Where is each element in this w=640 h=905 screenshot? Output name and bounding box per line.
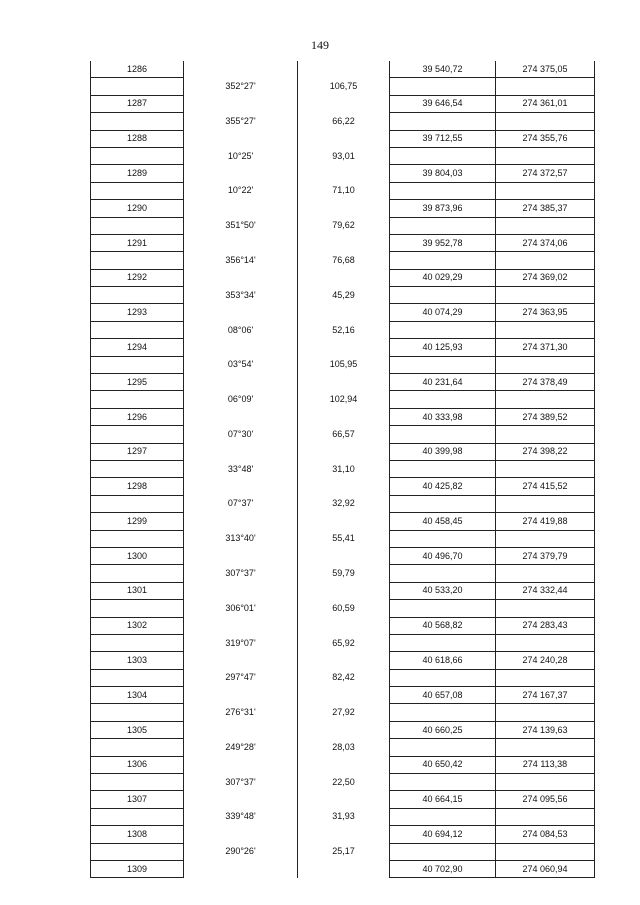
distance-cell: 25,17 <box>298 843 390 860</box>
direction-angle-cell <box>184 408 298 425</box>
x-coordinate-cell <box>390 669 496 686</box>
point-number-cell <box>91 147 184 164</box>
segment-row <box>91 530 595 547</box>
x-coordinate-cell: 40 333,98 <box>390 408 496 425</box>
y-coordinate-cell: 274 375,05 <box>496 61 595 78</box>
point-number-cell: 1304 <box>91 687 184 704</box>
distance-cell: 82,42 <box>298 669 390 686</box>
segment-row <box>91 739 595 756</box>
x-coordinate-cell: 39 873,96 <box>390 200 496 217</box>
y-coordinate-cell <box>496 217 595 234</box>
segment-row <box>91 774 595 791</box>
x-coordinate-cell: 40 425,82 <box>390 478 496 495</box>
point-number-cell: 1294 <box>91 339 184 356</box>
point-number-cell: 1299 <box>91 513 184 530</box>
direction-angle-cell <box>184 721 298 738</box>
coordinates-table-body <box>91 61 595 878</box>
direction-angle-cell <box>184 617 298 634</box>
point-number-cell: 1290 <box>91 200 184 217</box>
y-coordinate-cell <box>496 252 595 269</box>
point-number-cell <box>91 669 184 686</box>
distance-cell <box>298 791 390 808</box>
x-coordinate-cell: 40 125,93 <box>390 339 496 356</box>
x-coordinate-cell: 40 458,45 <box>390 513 496 530</box>
distance-cell <box>298 513 390 530</box>
direction-angle-cell: 307°37' <box>184 774 298 791</box>
x-coordinate-cell: 40 660,25 <box>390 721 496 738</box>
x-coordinate-cell <box>390 287 496 304</box>
y-coordinate-cell: 274 060,94 <box>496 860 595 877</box>
point-row <box>91 374 595 391</box>
y-coordinate-cell <box>496 669 595 686</box>
direction-angle-cell: 351°50' <box>184 217 298 234</box>
x-coordinate-cell: 40 399,98 <box>390 443 496 460</box>
point-row <box>91 756 595 773</box>
coordinates-table <box>90 61 595 878</box>
x-coordinate-cell: 40 650,42 <box>390 756 496 773</box>
direction-angle-cell: 10°22' <box>184 182 298 199</box>
distance-cell <box>298 130 390 147</box>
distance-cell <box>298 304 390 321</box>
point-number-cell: 1308 <box>91 826 184 843</box>
direction-angle-cell <box>184 269 298 286</box>
distance-cell <box>298 443 390 460</box>
x-coordinate-cell <box>390 704 496 721</box>
direction-angle-cell: 353°34' <box>184 287 298 304</box>
point-row <box>91 478 595 495</box>
y-coordinate-cell <box>496 182 595 199</box>
direction-angle-cell <box>184 687 298 704</box>
point-number-cell: 1300 <box>91 547 184 564</box>
point-number-cell: 1291 <box>91 234 184 251</box>
y-coordinate-cell <box>496 704 595 721</box>
x-coordinate-cell <box>390 182 496 199</box>
y-coordinate-cell <box>496 565 595 582</box>
x-coordinate-cell <box>390 252 496 269</box>
direction-angle-cell: 07°37' <box>184 495 298 512</box>
distance-cell: 60,59 <box>298 600 390 617</box>
point-row <box>91 617 595 634</box>
x-coordinate-cell: 40 496,70 <box>390 547 496 564</box>
point-row <box>91 826 595 843</box>
direction-angle-cell: 313°40' <box>184 530 298 547</box>
y-coordinate-cell: 274 113,38 <box>496 756 595 773</box>
direction-angle-cell: 08°06' <box>184 321 298 338</box>
y-coordinate-cell: 274 283,43 <box>496 617 595 634</box>
distance-cell <box>298 687 390 704</box>
point-row <box>91 687 595 704</box>
distance-cell: 93,01 <box>298 147 390 164</box>
y-coordinate-cell: 274 139,63 <box>496 721 595 738</box>
distance-cell <box>298 826 390 843</box>
y-coordinate-cell <box>496 808 595 825</box>
segment-row <box>91 147 595 164</box>
y-coordinate-cell <box>496 391 595 408</box>
point-number-cell: 1303 <box>91 652 184 669</box>
y-coordinate-cell: 274 167,37 <box>496 687 595 704</box>
x-coordinate-cell <box>390 78 496 95</box>
point-number-cell: 1297 <box>91 443 184 460</box>
point-row <box>91 95 595 112</box>
direction-angle-cell: 07°30' <box>184 426 298 443</box>
x-coordinate-cell: 40 231,64 <box>390 374 496 391</box>
x-coordinate-cell <box>390 808 496 825</box>
x-coordinate-cell: 40 618,66 <box>390 652 496 669</box>
direction-angle-cell <box>184 582 298 599</box>
segment-row <box>91 78 595 95</box>
distance-cell: 59,79 <box>298 565 390 582</box>
direction-angle-cell <box>184 130 298 147</box>
distance-cell <box>298 165 390 182</box>
point-row <box>91 721 595 738</box>
direction-angle-cell: 10°25' <box>184 147 298 164</box>
direction-angle-cell: 33°48' <box>184 460 298 477</box>
point-number-cell: 1306 <box>91 756 184 773</box>
point-number-cell: 1288 <box>91 130 184 147</box>
y-coordinate-cell: 274 419,88 <box>496 513 595 530</box>
distance-cell <box>298 652 390 669</box>
y-coordinate-cell <box>496 321 595 338</box>
distance-cell: 102,94 <box>298 391 390 408</box>
point-number-cell <box>91 600 184 617</box>
y-coordinate-cell <box>496 843 595 860</box>
x-coordinate-cell: 40 074,29 <box>390 304 496 321</box>
distance-cell <box>298 547 390 564</box>
direction-angle-cell: 307°37' <box>184 565 298 582</box>
point-number-cell: 1298 <box>91 478 184 495</box>
direction-angle-cell: 03°54' <box>184 356 298 373</box>
y-coordinate-cell: 274 240,28 <box>496 652 595 669</box>
segment-row <box>91 808 595 825</box>
x-coordinate-cell: 39 952,78 <box>390 234 496 251</box>
x-coordinate-cell: 40 694,12 <box>390 826 496 843</box>
y-coordinate-cell: 274 361,01 <box>496 95 595 112</box>
direction-angle-cell <box>184 165 298 182</box>
point-row <box>91 652 595 669</box>
y-coordinate-cell: 274 372,57 <box>496 165 595 182</box>
segment-row <box>91 495 595 512</box>
point-row <box>91 860 595 877</box>
x-coordinate-cell: 39 712,55 <box>390 130 496 147</box>
y-coordinate-cell: 274 385,37 <box>496 200 595 217</box>
distance-cell <box>298 860 390 877</box>
y-coordinate-cell <box>496 634 595 651</box>
direction-angle-cell <box>184 478 298 495</box>
y-coordinate-cell <box>496 495 595 512</box>
point-number-cell <box>91 426 184 443</box>
y-coordinate-cell <box>496 530 595 547</box>
distance-cell: 32,92 <box>298 495 390 512</box>
distance-cell <box>298 339 390 356</box>
distance-cell <box>298 756 390 773</box>
distance-cell: 106,75 <box>298 78 390 95</box>
point-number-cell <box>91 78 184 95</box>
y-coordinate-cell <box>496 113 595 130</box>
direction-angle-cell: 339°48' <box>184 808 298 825</box>
y-coordinate-cell: 274 355,76 <box>496 130 595 147</box>
point-number-cell <box>91 391 184 408</box>
x-coordinate-cell: 39 540,72 <box>390 61 496 78</box>
direction-angle-cell <box>184 374 298 391</box>
x-coordinate-cell: 40 029,29 <box>390 269 496 286</box>
direction-angle-cell: 355°27' <box>184 113 298 130</box>
distance-cell <box>298 617 390 634</box>
direction-angle-cell <box>184 547 298 564</box>
distance-cell: 79,62 <box>298 217 390 234</box>
point-number-cell: 1307 <box>91 791 184 808</box>
distance-cell: 27,92 <box>298 704 390 721</box>
direction-angle-cell: 249°28' <box>184 739 298 756</box>
segment-row <box>91 391 595 408</box>
direction-angle-cell <box>184 234 298 251</box>
x-coordinate-cell: 40 702,90 <box>390 860 496 877</box>
point-number-cell <box>91 182 184 199</box>
point-number-cell: 1292 <box>91 269 184 286</box>
x-coordinate-cell: 40 664,15 <box>390 791 496 808</box>
segment-row <box>91 113 595 130</box>
y-coordinate-cell: 274 378,49 <box>496 374 595 391</box>
distance-cell <box>298 408 390 425</box>
distance-cell <box>298 200 390 217</box>
distance-cell <box>298 721 390 738</box>
y-coordinate-cell: 274 374,06 <box>496 234 595 251</box>
point-number-cell: 1287 <box>91 95 184 112</box>
y-coordinate-cell: 274 363,95 <box>496 304 595 321</box>
distance-cell <box>298 374 390 391</box>
y-coordinate-cell: 274 371,30 <box>496 339 595 356</box>
segment-row <box>91 356 595 373</box>
y-coordinate-cell <box>496 426 595 443</box>
segment-row <box>91 426 595 443</box>
x-coordinate-cell <box>390 426 496 443</box>
x-coordinate-cell <box>390 460 496 477</box>
point-row <box>91 61 595 78</box>
direction-angle-cell <box>184 61 298 78</box>
direction-angle-cell: 319°07' <box>184 634 298 651</box>
y-coordinate-cell <box>496 78 595 95</box>
x-coordinate-cell: 39 804,03 <box>390 165 496 182</box>
direction-angle-cell <box>184 443 298 460</box>
x-coordinate-cell: 40 657,08 <box>390 687 496 704</box>
x-coordinate-cell <box>390 774 496 791</box>
direction-angle-cell: 297°47' <box>184 669 298 686</box>
distance-cell <box>298 61 390 78</box>
distance-cell: 76,68 <box>298 252 390 269</box>
direction-angle-cell: 352°27' <box>184 78 298 95</box>
distance-cell: 66,22 <box>298 113 390 130</box>
point-number-cell <box>91 774 184 791</box>
distance-cell: 31,93 <box>298 808 390 825</box>
x-coordinate-cell <box>390 739 496 756</box>
point-number-cell <box>91 321 184 338</box>
distance-cell: 105,95 <box>298 356 390 373</box>
y-coordinate-cell <box>496 739 595 756</box>
y-coordinate-cell: 274 398,22 <box>496 443 595 460</box>
x-coordinate-cell <box>390 843 496 860</box>
point-number-cell: 1305 <box>91 721 184 738</box>
point-number-cell <box>91 530 184 547</box>
point-row <box>91 513 595 530</box>
point-row <box>91 200 595 217</box>
segment-row <box>91 600 595 617</box>
point-row <box>91 791 595 808</box>
point-number-cell: 1302 <box>91 617 184 634</box>
point-number-cell <box>91 113 184 130</box>
point-row <box>91 408 595 425</box>
direction-angle-cell <box>184 304 298 321</box>
direction-angle-cell: 290°26' <box>184 843 298 860</box>
y-coordinate-cell: 274 095,56 <box>496 791 595 808</box>
y-coordinate-cell: 274 379,79 <box>496 547 595 564</box>
point-row <box>91 582 595 599</box>
point-number-cell <box>91 704 184 721</box>
y-coordinate-cell <box>496 287 595 304</box>
y-coordinate-cell: 274 415,52 <box>496 478 595 495</box>
y-coordinate-cell <box>496 356 595 373</box>
x-coordinate-cell <box>390 356 496 373</box>
distance-cell: 45,29 <box>298 287 390 304</box>
y-coordinate-cell <box>496 774 595 791</box>
distance-cell <box>298 95 390 112</box>
y-coordinate-cell <box>496 460 595 477</box>
x-coordinate-cell <box>390 147 496 164</box>
distance-cell: 65,92 <box>298 634 390 651</box>
x-coordinate-cell <box>390 321 496 338</box>
direction-angle-cell: 06°09' <box>184 391 298 408</box>
direction-angle-cell <box>184 200 298 217</box>
segment-row <box>91 704 595 721</box>
point-number-cell <box>91 252 184 269</box>
distance-cell: 66,57 <box>298 426 390 443</box>
x-coordinate-cell: 40 568,82 <box>390 617 496 634</box>
point-row <box>91 443 595 460</box>
direction-angle-cell <box>184 860 298 877</box>
segment-row <box>91 460 595 477</box>
distance-cell <box>298 269 390 286</box>
point-row <box>91 130 595 147</box>
distance-cell: 28,03 <box>298 739 390 756</box>
point-number-cell <box>91 287 184 304</box>
point-number-cell <box>91 460 184 477</box>
segment-row <box>91 634 595 651</box>
distance-cell: 55,41 <box>298 530 390 547</box>
point-number-cell <box>91 808 184 825</box>
x-coordinate-cell <box>390 600 496 617</box>
point-number-cell: 1295 <box>91 374 184 391</box>
direction-angle-cell <box>184 791 298 808</box>
distance-cell <box>298 234 390 251</box>
distance-cell: 52,16 <box>298 321 390 338</box>
x-coordinate-cell <box>390 530 496 547</box>
point-number-cell <box>91 565 184 582</box>
distance-cell <box>298 478 390 495</box>
point-row <box>91 234 595 251</box>
segment-row <box>91 252 595 269</box>
direction-angle-cell <box>184 339 298 356</box>
segment-row <box>91 843 595 860</box>
x-coordinate-cell: 39 646,54 <box>390 95 496 112</box>
point-number-cell: 1286 <box>91 61 184 78</box>
x-coordinate-cell <box>390 565 496 582</box>
point-row <box>91 304 595 321</box>
distance-cell: 22,50 <box>298 774 390 791</box>
segment-row <box>91 565 595 582</box>
x-coordinate-cell: 40 533,20 <box>390 582 496 599</box>
direction-angle-cell: 306°01' <box>184 600 298 617</box>
segment-row <box>91 217 595 234</box>
point-number-cell: 1293 <box>91 304 184 321</box>
y-coordinate-cell <box>496 147 595 164</box>
point-number-cell: 1309 <box>91 860 184 877</box>
segment-row <box>91 287 595 304</box>
point-number-cell <box>91 843 184 860</box>
direction-angle-cell: 276°31' <box>184 704 298 721</box>
x-coordinate-cell <box>390 634 496 651</box>
point-number-cell: 1296 <box>91 408 184 425</box>
point-row <box>91 269 595 286</box>
point-row <box>91 547 595 564</box>
direction-angle-cell <box>184 756 298 773</box>
point-number-cell <box>91 634 184 651</box>
distance-cell: 71,10 <box>298 182 390 199</box>
page-number: 149 <box>311 38 329 52</box>
y-coordinate-cell <box>496 600 595 617</box>
point-number-cell <box>91 739 184 756</box>
segment-row <box>91 321 595 338</box>
x-coordinate-cell <box>390 391 496 408</box>
x-coordinate-cell <box>390 495 496 512</box>
y-coordinate-cell: 274 389,52 <box>496 408 595 425</box>
distance-cell <box>298 582 390 599</box>
x-coordinate-cell <box>390 217 496 234</box>
point-number-cell: 1301 <box>91 582 184 599</box>
point-row <box>91 339 595 356</box>
segment-row <box>91 182 595 199</box>
point-number-cell: 1289 <box>91 165 184 182</box>
direction-angle-cell <box>184 513 298 530</box>
segment-row <box>91 669 595 686</box>
x-coordinate-cell <box>390 113 496 130</box>
point-number-cell <box>91 217 184 234</box>
y-coordinate-cell: 274 369,02 <box>496 269 595 286</box>
distance-cell: 31,10 <box>298 460 390 477</box>
direction-angle-cell <box>184 95 298 112</box>
point-row <box>91 165 595 182</box>
y-coordinate-cell: 274 084,53 <box>496 826 595 843</box>
point-number-cell <box>91 356 184 373</box>
direction-angle-cell <box>184 826 298 843</box>
direction-angle-cell <box>184 652 298 669</box>
point-number-cell <box>91 495 184 512</box>
y-coordinate-cell: 274 332,44 <box>496 582 595 599</box>
direction-angle-cell: 356°14' <box>184 252 298 269</box>
